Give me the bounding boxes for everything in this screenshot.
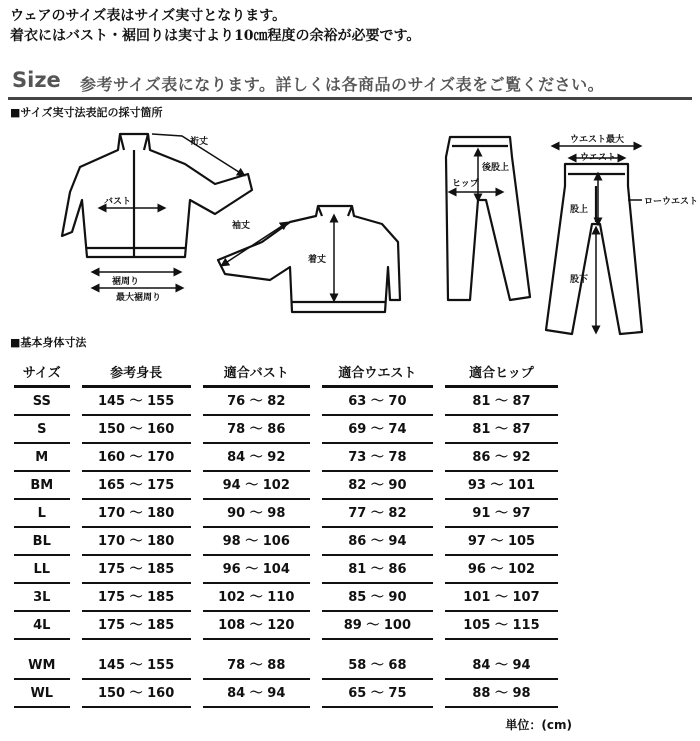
label-low-waist: ローウエスト [644,197,699,207]
intro-line-2: 着衣にはバスト・裾回りは実寸より10㎝程度の余裕が必要です。 [10,28,421,44]
table-cell: 102 ～ 110 [203,584,310,612]
table-cell: 58 ～ 68 [322,652,433,680]
table-cell: 78 ～ 86 [203,416,310,444]
table-row [14,528,558,556]
table-cell: 160 ～ 170 [82,444,191,472]
label-hip: ヒップ [452,179,479,189]
table-cell: 4L [14,612,70,640]
table-cell: 150 ～ 160 [82,416,191,444]
table-cell: LL [14,556,70,584]
table-cell: 98 ～ 106 [203,528,310,556]
table-cell: 3L [14,584,70,612]
label-inseam: 股下 [570,275,589,285]
table-cell: 73 ～ 78 [322,444,433,472]
label-sleeve: 袖丈 [232,221,251,231]
table-row [14,500,558,528]
table-cell: WL [14,680,70,708]
table-row [14,416,558,444]
table-cell: 90 ～ 98 [203,500,310,528]
table-row [14,444,558,472]
table-cell: 175 ～ 185 [82,556,191,584]
label-rise-front: 股上 [570,205,589,215]
table-cell: 101 ～ 107 [445,584,558,612]
table-cell: 69 ～ 74 [322,416,433,444]
table-cell: 175 ～ 185 [82,612,191,640]
header-rule [8,97,692,100]
table-cell: 77 ～ 82 [322,500,433,528]
table-row [14,680,558,708]
table-cell: 96 ～ 104 [203,556,310,584]
measurement-diagram [0,112,700,344]
table-cell: 81 ～ 86 [322,556,433,584]
size-note: 参考サイズ表になります。詳しくは各商品のサイズ表をご覧ください。 [80,75,605,94]
col-header-size: サイズ [14,360,70,388]
table-cell: 63 ～ 70 [322,388,433,416]
intro-text [10,6,420,46]
table-cell: S [14,416,70,444]
table-cell: 84 ～ 94 [203,680,310,708]
table-cell: WM [14,652,70,680]
table-row [14,584,558,612]
table-cell: 81 ～ 87 [445,416,558,444]
size-table [14,360,558,708]
table-cell: 170 ～ 180 [82,528,191,556]
table-cell: 85 ～ 90 [322,584,433,612]
pants-front-illustration [546,164,642,334]
table-cell: 88 ～ 98 [445,680,558,708]
table-cell: BL [14,528,70,556]
col-header-bust: 適合バスト [203,360,310,388]
table-cell: 94 ～ 102 [203,472,310,500]
table-row [14,652,558,680]
table-section-title: ■基本身体寸法 [10,336,87,349]
table-row [14,472,558,500]
table-cell: 145 ～ 155 [82,652,191,680]
table-cell: 89 ～ 100 [322,612,433,640]
table-cell: 81 ～ 87 [445,388,558,416]
label-waist-max: ウエスト最大 [570,135,625,145]
table-cell: 108 ～ 120 [203,612,310,640]
table-cell: 86 ～ 92 [445,444,558,472]
table-body [14,388,558,640]
unit-label: 単位：(cm) [505,718,572,732]
label-sleeve-span: 裄丈 [190,137,209,147]
table-cell: 165 ～ 175 [82,472,191,500]
table-cell: 82 ～ 90 [322,472,433,500]
table-row [14,556,558,584]
size-title: Size [12,68,61,92]
table-cell: 150 ～ 160 [82,680,191,708]
col-header-waist: 適合ウエスト [322,360,433,388]
label-max-hem: 最大裾周り [116,293,162,303]
table-cell: 78 ～ 88 [203,652,310,680]
diagram-section-title: ■サイズ実寸法表記の採寸箇所 [10,106,163,119]
col-header-hip: 適合ヒップ [445,360,558,388]
table-row [14,388,558,416]
jacket-front-illustration [62,134,252,257]
label-waist: ウエスト [580,153,617,163]
table-cell: M [14,444,70,472]
table-cell: 170 ～ 180 [82,500,191,528]
col-header-height: 参考身長 [82,360,191,388]
table-body-women [14,652,558,708]
size-header [8,68,692,98]
table-cell: BM [14,472,70,500]
table-cell: 145 ～ 155 [82,388,191,416]
pants-back-illustration [446,137,530,300]
table-cell: 93 ～ 101 [445,472,558,500]
table-cell: 86 ～ 94 [322,528,433,556]
table-cell: 105 ～ 115 [445,612,558,640]
label-hem: 裾周り [112,277,140,287]
table-cell: SS [14,388,70,416]
table-cell: 96 ～ 102 [445,556,558,584]
table-cell: 84 ～ 92 [203,444,310,472]
table-cell: 97 ～ 105 [445,528,558,556]
table-header-row [14,360,558,388]
intro-line-1: ウェアのサイズ表はサイズ実寸となります。 [10,8,287,24]
table-cell: 76 ～ 82 [203,388,310,416]
table-row [14,612,558,640]
table-cell: 91 ～ 97 [445,500,558,528]
table-cell: 175 ～ 185 [82,584,191,612]
label-rise-back: 後股上 [482,163,510,173]
table-cell: 65 ～ 75 [322,680,433,708]
table-cell: L [14,500,70,528]
table-cell: 84 ～ 94 [445,652,558,680]
label-bust: バスト [104,197,132,207]
label-length: 着丈 [308,255,327,265]
